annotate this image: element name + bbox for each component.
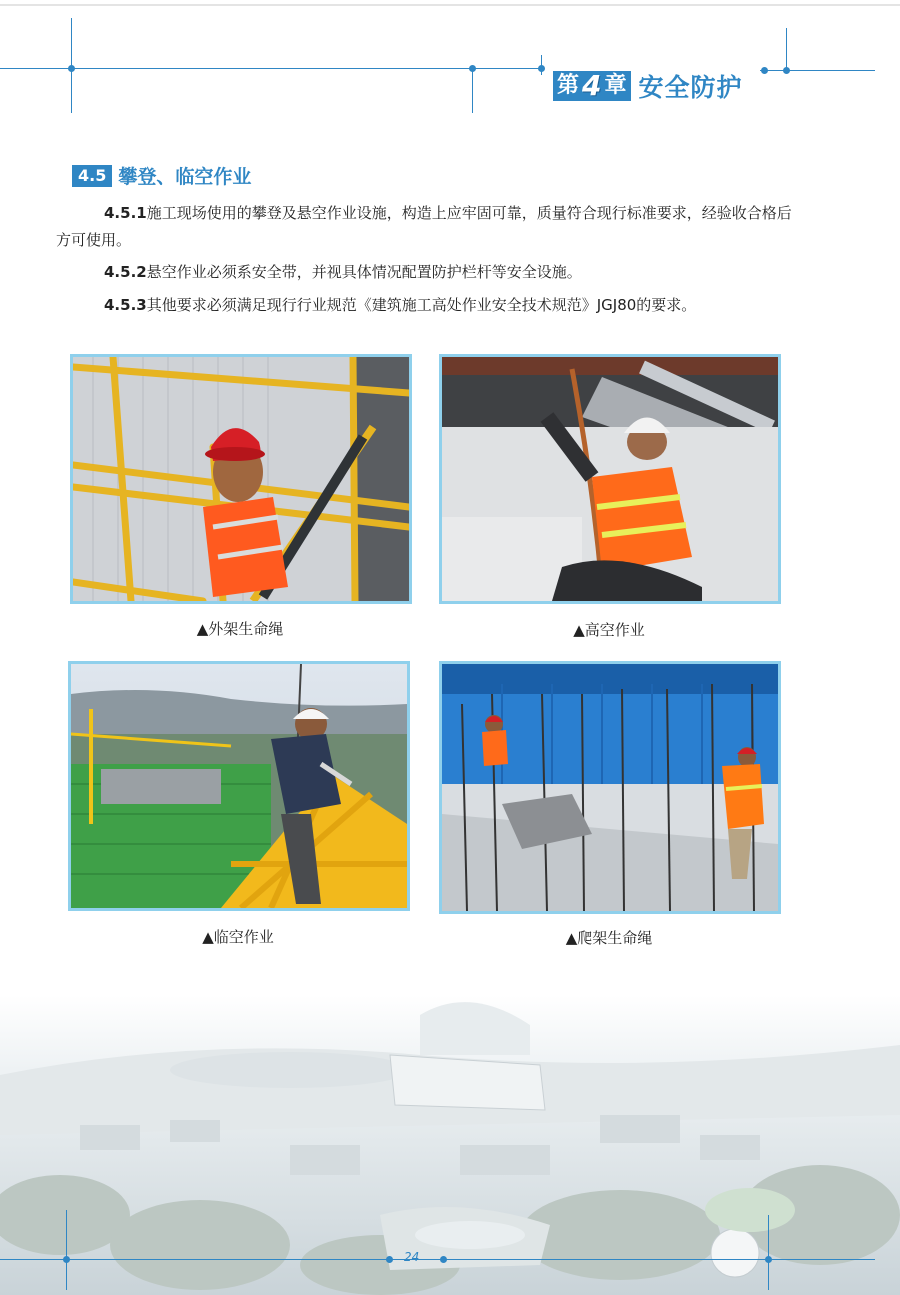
- page-top-edge: [0, 4, 900, 6]
- photo-high-altitude-work: [439, 354, 781, 604]
- chapter-badge: [553, 71, 631, 101]
- footer-dot-4: [765, 1256, 772, 1263]
- clause-number: 4.5.3: [104, 296, 147, 314]
- caption-edge-work: ▲临空作业: [202, 928, 274, 946]
- photo-climbing-frame-lifeline: [439, 661, 781, 914]
- clause-text: 悬空作业必须系安全带，并视具体情况配置防护栏杆等安全设施。: [146, 263, 582, 281]
- header-vline-2: [472, 68, 473, 113]
- clause-text: 施工现场使用的攀登及悬空作业设施，构造上应牢固可靠，质量符合现行标准要求，经验收合格后方可使用。: [56, 204, 792, 249]
- footer-vline-2: [768, 1215, 769, 1290]
- chapter-number: 4: [582, 69, 602, 102]
- header-line-left: [0, 68, 542, 69]
- chapter-suffix: 章: [604, 73, 627, 98]
- crane-worker-illustration: [71, 664, 407, 908]
- footer-vline-1: [66, 1210, 67, 1290]
- header-dot-3: [538, 65, 545, 72]
- chapter-title: 安全防护: [638, 73, 743, 102]
- ceiling-worker-illustration: [442, 357, 778, 601]
- footer-line: [0, 1259, 875, 1260]
- footer-dot-3: [440, 1256, 447, 1263]
- caption-scaffold-lifeline: ▲外架生命绳: [196, 620, 284, 638]
- clause-text: 其他要求必须满足现行行业规范《建筑施工高处作业安全技术规范》JGJ80的要求。: [146, 296, 697, 314]
- clause-number: 4.5.1: [104, 204, 147, 222]
- paragraph-4-5-3: [56, 292, 806, 319]
- page-number: 24: [404, 1250, 420, 1264]
- caption-climbing-frame-lifeline: ▲爬架生命绳: [565, 929, 653, 947]
- header-dot-4: [761, 67, 768, 74]
- chapter-prefix: 第: [557, 73, 580, 98]
- aerial-city-background: [0, 995, 900, 1295]
- footer-dot-2: [386, 1256, 393, 1263]
- section-title: 攀登、临空作业: [118, 166, 252, 188]
- section-number: 4.5: [72, 165, 112, 187]
- photo-scaffold-lifeline: [70, 354, 412, 604]
- chapter-heading: [553, 70, 743, 102]
- header-dot-2: [469, 65, 476, 72]
- header-line-right: [760, 70, 875, 71]
- clause-number: 4.5.2: [104, 263, 147, 281]
- header-dot-5: [783, 67, 790, 74]
- caption-high-altitude-work: ▲高空作业: [573, 621, 645, 639]
- footer-dot-1: [63, 1256, 70, 1263]
- climbing-frame-illustration: [442, 664, 778, 911]
- paragraph-4-5-2: [56, 259, 806, 286]
- section-heading: [72, 162, 251, 189]
- paragraph-4-5-1: [56, 200, 806, 254]
- header-dot-1: [68, 65, 75, 72]
- scaffold-worker-illustration: [73, 357, 409, 601]
- photo-edge-work: [68, 661, 410, 911]
